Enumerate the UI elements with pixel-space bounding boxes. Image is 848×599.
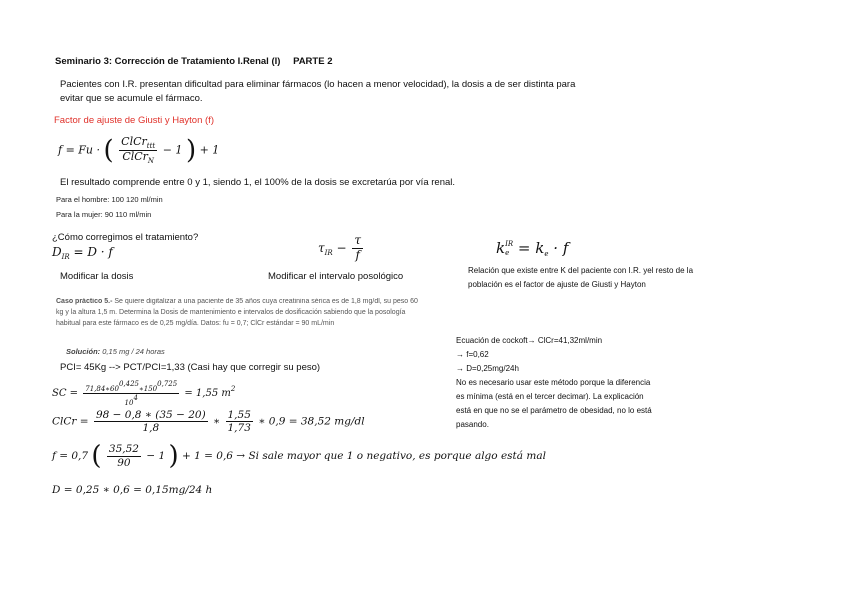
sc-num-exp2: 0,725: [157, 380, 178, 388]
clcr-mul: ∗: [213, 415, 221, 428]
clcr-den1: 1,8: [142, 422, 160, 435]
dose-formula-sub: IR: [61, 253, 70, 261]
interval-formula-sub: IR: [324, 248, 333, 257]
cockoft-line-4: No es necesario usar este método porque la diferencia: [456, 378, 651, 387]
pci-text: PCI= 45Kg --> PCT/PCI=1,33 (Casi hay que corregir su peso): [60, 362, 321, 373]
relation-line-1: Relación que existe entre K del paciente con I.R. yel resto de la: [468, 266, 694, 275]
result-text: El resultado comprende entre 0 y 1, siendo 1, el 100% de la dosis se excretarúa por vía renal.: [60, 177, 456, 188]
ke-formula-lhs: k: [496, 239, 506, 257]
ke-formula-rhs: = k: [517, 239, 545, 257]
page-title: [55, 56, 332, 67]
cockoft-line-1: Ecuación de cockoft→ ClCr=41,32ml/min: [456, 336, 603, 345]
clcr-den2: 1,73: [227, 422, 251, 435]
f-calc-tail: − 1: [146, 450, 166, 462]
cockoft-line-5: es mínima (está en el tercer decimar). La explicación: [456, 392, 644, 401]
clcr-num1: 98 − 0,8 ∗ (35 − 20): [95, 409, 206, 421]
ke-formula-sup: IR: [505, 240, 514, 248]
case-study-text: [56, 296, 418, 329]
ke-formula: [496, 239, 568, 258]
question: ¿Cómo corregimos el tratamiento?: [52, 232, 199, 243]
label-interval: Modificar el intervalo posológico: [268, 271, 404, 282]
intro-line-2: evitar que se acumule el fármaco.: [60, 93, 203, 104]
d-calc-formula: D = 0,25 ∗ 0,6 = 0,15mg/24 h: [52, 484, 213, 496]
sc-rhs-exp: 2: [230, 385, 236, 394]
clcr-rhs: ∗ 0,9 = 38,52 mg/dl: [258, 415, 365, 428]
factor-heading: Factor de ajuste de Giusti y Hayton (f): [54, 115, 214, 126]
women-values: Para la mujer: 90 110 ml/min: [56, 210, 152, 219]
cockoft-line-2: → f=0,62: [456, 350, 489, 359]
ke-formula-tail: · f: [553, 239, 569, 257]
label-dose: Modificar la dosis: [60, 271, 134, 282]
title-text: Seminario 3: Corrección de Tratamiento I.Renal (I): [55, 56, 281, 67]
f-calc-num: 35,52: [108, 443, 139, 456]
case-study-body: Se quiere digitalizar a una paciente de 35 años cuya creatinina sérica es de 1,8 mg/dl, su peso 60 kg y la altura 1,5 m. Determina la Dosis de mantenimiento e intervalos de dosificación sabiendo que la posología habitual para este fármaco es de 0,25 mg/día. Datos: fu = 0,7; ClCr estándar = 90 mL/min: [56, 298, 418, 327]
formula-f-lhs: f = Fu ·: [58, 143, 100, 157]
clcr-lhs: ClCr =: [52, 415, 89, 428]
solution-value: 0,15 mg / 24 horas: [102, 347, 165, 356]
formula-f-num: ClCr: [121, 135, 147, 148]
f-calc-note: Si sale mayor que 1 o negativo, es porque algo está mal: [248, 450, 546, 462]
intro-line-1: Pacientes con I.R. presentan dificultad para eliminar fármacos (lo hacen a menor velocidad), la dosis a de ser distinta para: [60, 79, 576, 90]
sc-num: 71,84∗60: [85, 385, 119, 393]
sc-den: 10: [124, 399, 134, 408]
dose-formula-d: D: [52, 245, 62, 259]
dose-formula-rest: = D · f: [73, 245, 113, 259]
sc-den-exp: 4: [133, 394, 138, 403]
interval-formula-den: f: [355, 247, 360, 262]
sc-lhs: SC =: [52, 388, 79, 400]
solution-line: [66, 347, 165, 356]
formula-f-den: ClCr: [122, 150, 148, 164]
part-label: PARTE 2: [293, 56, 333, 67]
formula-f-den-sub: N: [147, 157, 155, 166]
ke-formula-rhs-sub: e: [544, 250, 549, 258]
men-values: Para el hombre: 100 120 ml/min: [56, 195, 163, 204]
ke-formula-sub: e: [505, 249, 510, 257]
formula-f: f = Fu · ( $\frac{ClCr_{ttt}}{ClCr_N}$ − 1 ) + 1: [58, 135, 220, 166]
relation-line-2: población es el factor de ajuste de Giusti y Hayton: [468, 280, 646, 289]
case-study-label: Caso práctico 5.-: [56, 298, 113, 305]
sc-rhs: = 1,55 m: [184, 388, 231, 400]
interval-formula-num: τ: [354, 233, 362, 247]
formula-f-end: + 1: [199, 143, 220, 157]
cockoft-line-6: está en que no se el parámetro de obesidad, no lo está: [456, 406, 652, 415]
f-calc-formula: f = 0,7 ( $\frac{35,52}{90}$ − 1 ) + 1 = 0,6 → Si sale mayor que 1 o negativo, es porque algo está mal: [52, 441, 546, 471]
dose-formula: [52, 245, 113, 261]
f-calc-rhs: + 1 = 0,6 →: [181, 450, 246, 462]
cockoft-line-7: pasando.: [456, 420, 489, 429]
sc-formula: [52, 380, 235, 407]
formula-f-num-sub: ttt: [146, 142, 156, 150]
cockoft-line-3: → D=0,25mg/24h: [456, 364, 519, 373]
f-calc-den: 90: [117, 456, 131, 469]
clcr-num2: 1,55: [227, 409, 251, 421]
f-calc-lhs: f = 0,7: [52, 450, 89, 462]
solution-label: Solución:: [66, 347, 101, 356]
formula-f-tail: − 1: [162, 143, 183, 157]
sc-num-exp1: 0,425: [118, 380, 140, 388]
sc-num-mid: ∗150: [139, 385, 158, 393]
interval-formula-lhs: τ: [318, 240, 325, 255]
clcr-formula: [52, 409, 365, 434]
interval-formula: $\tau_{IR}$ − $\frac{\tau}{f}$: [318, 233, 362, 262]
